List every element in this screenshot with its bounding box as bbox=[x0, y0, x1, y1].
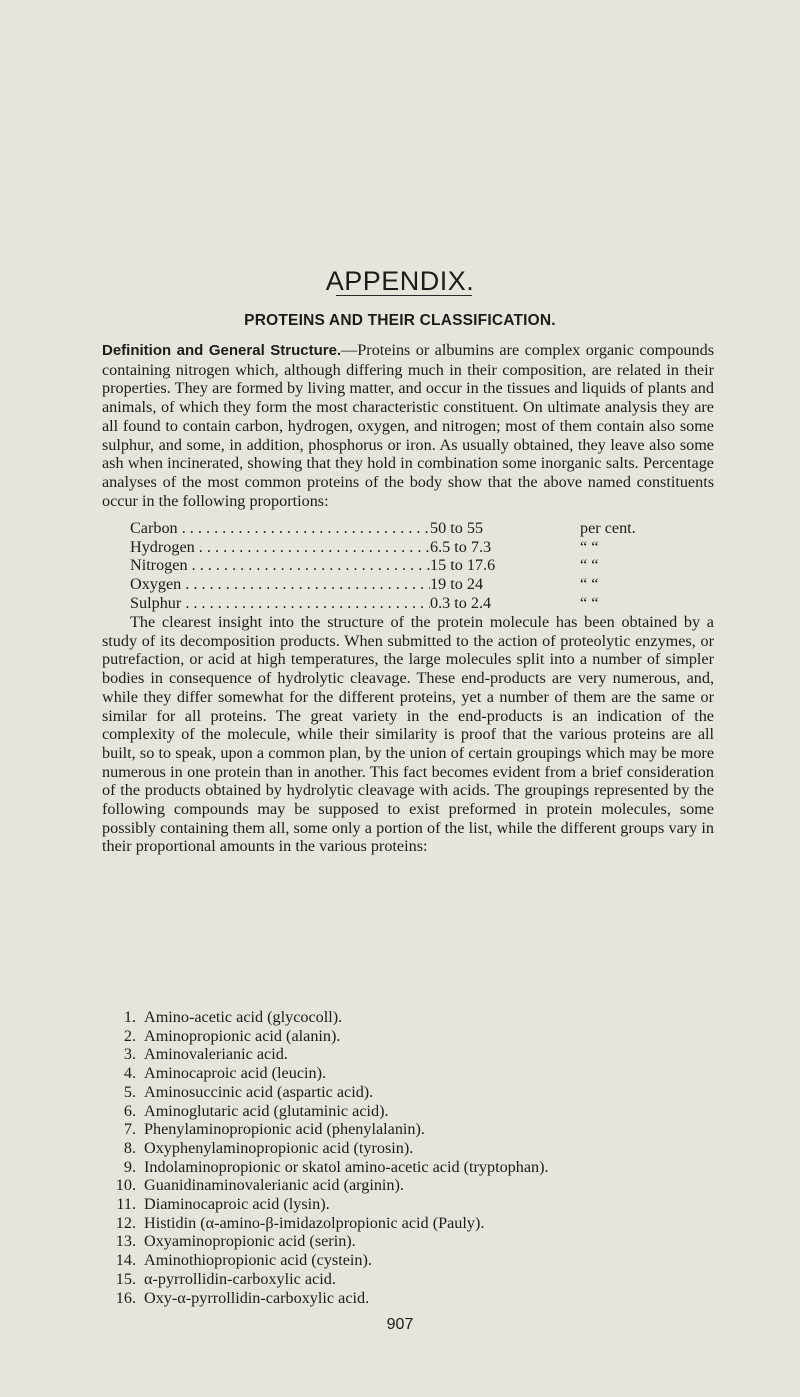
item-number: 12. bbox=[115, 1213, 136, 1232]
structure-paragraph: The clearest insight into the structure of the protein molecule has been obtained by a study of its decomposition products. When submitted to the action of proteolytic enzymes, or putrefaction, or acid at high temperatures, the large molecules split into a number of simpler bodies in consequence of hydrolytic cleavage. These end-products are very numerous, and, while they differ somewhat for the different proteins, yet a number of them are the same or similar for all proteins. The great variety in the end-products is an indication of the complexity of the molecule, while their similarity is proof that the various proteins are all built, so to speak, upon a common plan, by the union of certain groupings which may be more numerous in one protein than in another. This fact becomes evident from a brief consideration of the products obtained by hydrolytic cleavage with acids. The groupings represented by the following compounds may be supposed to exist preformed in protein molecules, some possibly containing them all, some only a portion of the list, while the different groups vary in their proportional amounts in the various proteins: bbox=[102, 613, 714, 856]
item-number: 1. bbox=[123, 1008, 136, 1026]
definition-paragraph bbox=[102, 341, 714, 510]
item-text: Aminoglutaric acid (glutaminic acid). bbox=[144, 1101, 389, 1120]
list-item bbox=[102, 1008, 742, 1027]
item-text: Aminothiopropionic acid (cystein). bbox=[144, 1251, 372, 1270]
item-number: 5. bbox=[123, 1082, 136, 1101]
item-text: Oxyphenylaminopropionic acid (tyrosin). bbox=[144, 1138, 414, 1157]
element-name: Carbon . . . bbox=[130, 519, 430, 538]
list-item bbox=[102, 1270, 742, 1289]
item-text: Aminopropionic acid (alanin). bbox=[144, 1026, 341, 1045]
element-range: 6.5 to 7.3 bbox=[430, 537, 492, 556]
item-number: 2. bbox=[123, 1026, 136, 1045]
item-number: 3. bbox=[123, 1045, 136, 1064]
appendix-heading: APPENDIX. bbox=[325, 266, 475, 296]
item-number: 11. bbox=[116, 1195, 136, 1214]
item-number: 10. bbox=[115, 1176, 136, 1195]
composition-row bbox=[130, 519, 730, 538]
list-item bbox=[102, 1102, 742, 1121]
list-item bbox=[102, 1232, 742, 1251]
composition-row bbox=[130, 594, 730, 613]
element-range: 15 to 17.6 bbox=[430, 556, 496, 575]
item-text: Histidin (α-amino-β-imidazolpropionic acid (Pauly). bbox=[144, 1213, 485, 1232]
composition-row bbox=[130, 538, 730, 557]
item-text: Amino-acetic acid (glycocoll). bbox=[144, 1008, 343, 1026]
item-text: Indolaminopropionic or skatol amino-acetic acid (tryptophan). bbox=[144, 1157, 549, 1176]
list-item bbox=[102, 1027, 742, 1046]
item-number: 16. bbox=[115, 1288, 136, 1307]
list-item bbox=[102, 1251, 742, 1270]
heading-rule bbox=[336, 295, 472, 296]
list-item bbox=[102, 1214, 742, 1233]
item-number: 13. bbox=[115, 1232, 136, 1251]
element-unit: “ “ bbox=[580, 556, 599, 575]
element-range: 19 to 24 bbox=[430, 575, 484, 594]
composition-row bbox=[130, 575, 730, 594]
item-number: 15. bbox=[115, 1269, 136, 1288]
element-name: Sulphur . . . bbox=[130, 594, 430, 613]
item-number: 6. bbox=[123, 1101, 136, 1120]
item-number: 9. bbox=[123, 1157, 136, 1176]
list-item bbox=[102, 1045, 742, 1064]
item-text: Phenylaminopropionic acid (phenylalanin). bbox=[144, 1120, 425, 1139]
element-unit: “ “ bbox=[580, 537, 599, 556]
list-item bbox=[102, 1195, 742, 1214]
section-title: PROTEINS AND THEIR CLASSIFICATION. bbox=[244, 312, 556, 329]
element-name: Oxygen . . . bbox=[130, 575, 430, 594]
list-item bbox=[102, 1139, 742, 1158]
list-item bbox=[102, 1064, 742, 1083]
composition-row bbox=[130, 556, 730, 575]
list-item bbox=[102, 1120, 742, 1139]
page-number: 907 bbox=[386, 1316, 414, 1333]
item-number: 8. bbox=[123, 1138, 136, 1157]
list-item bbox=[102, 1176, 742, 1195]
item-number: 7. bbox=[123, 1120, 136, 1139]
element-name: Hydrogen . . . bbox=[130, 538, 430, 557]
item-number: 4. bbox=[123, 1064, 136, 1083]
item-text: Oxy-α-pyrrollidin-carboxylic acid. bbox=[144, 1288, 370, 1307]
item-number: 14. bbox=[115, 1251, 136, 1270]
definition-text: —Proteins or albumins are complex organic compounds containing nitrogen which, although differing much in their composition, are related in their properties. They are formed by living matter, and occur in the tissues and liquids of plants and animals, of which they form the most characteristic constituent. On ultimate analysis they are all found to contain carbon, hydrogen, oxygen, and nitrogen; most of them contain also some sulphur, and some, in addition, phosphorus or iron. As usually obtained, they leave also some ash when incinerated, showing that they hold in combination some inorganic salts. Percentage analyses of the most common proteins of the body show that the above named constituents occur in the following proportions: bbox=[102, 341, 714, 510]
item-text: Diaminocaproic acid (lysin). bbox=[144, 1195, 330, 1214]
list-item bbox=[102, 1158, 742, 1177]
compound-list bbox=[102, 1008, 742, 1307]
item-text: α-pyrrollidin-carboxylic acid. bbox=[144, 1269, 336, 1288]
item-text: Aminocaproic acid (leucin). bbox=[144, 1064, 327, 1083]
composition-table bbox=[130, 519, 730, 612]
element-range: 0.3 to 2.4 bbox=[430, 593, 492, 612]
list-item bbox=[102, 1083, 742, 1102]
list-item bbox=[102, 1289, 742, 1308]
item-text: Aminovalerianic acid. bbox=[144, 1045, 288, 1064]
element-unit: “ “ bbox=[580, 593, 599, 612]
element-name: Nitrogen . . . bbox=[130, 556, 430, 575]
item-text: Oxyaminopropionic acid (serin). bbox=[144, 1232, 356, 1251]
item-text: Aminosuccinic acid (aspartic acid). bbox=[144, 1082, 374, 1101]
element-unit: per cent. bbox=[580, 519, 636, 537]
item-text: Guanidinaminovalerianic acid (arginin). bbox=[144, 1176, 404, 1195]
element-unit: “ “ bbox=[580, 575, 599, 594]
element-range: 50 to 55 bbox=[430, 519, 484, 537]
definition-lead: Definition and General Structure. bbox=[102, 342, 342, 359]
